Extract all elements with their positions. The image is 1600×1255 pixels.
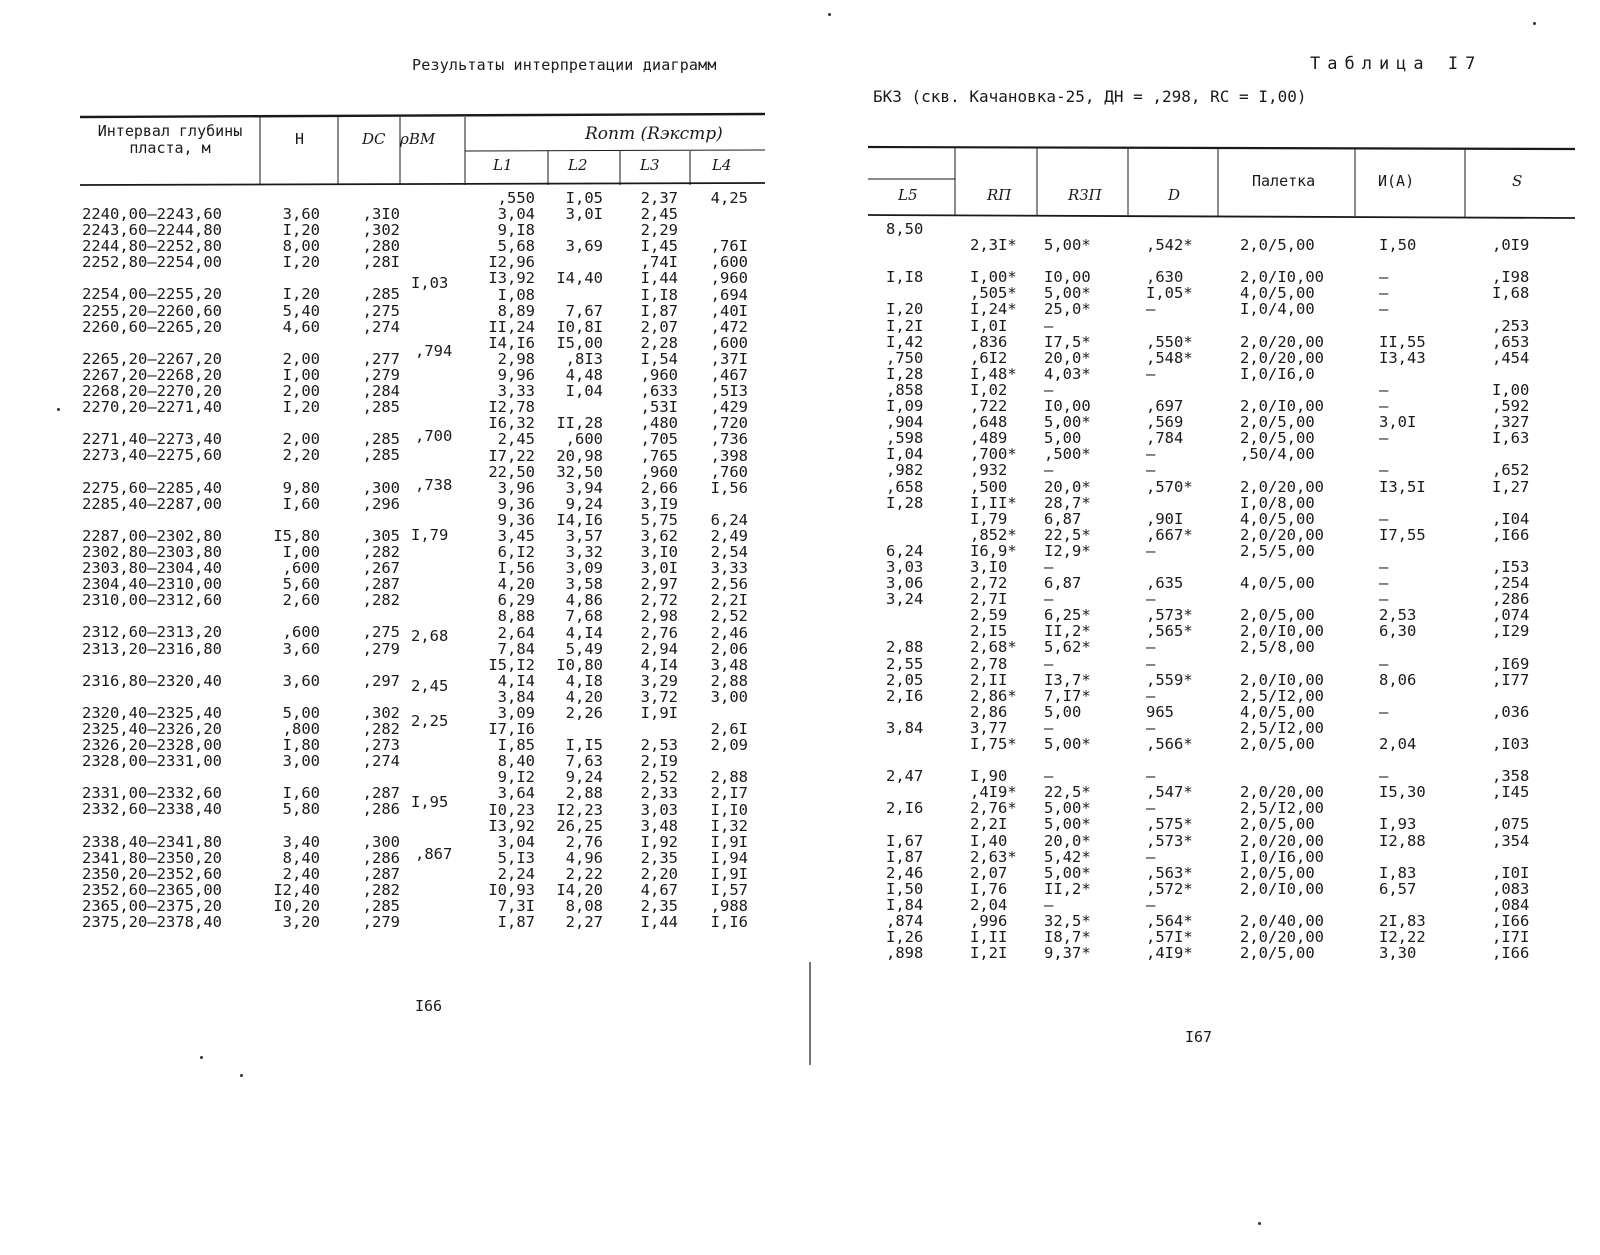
rzp-column: 5,00* I0,00 5,00* 25,0* – I7,5* 20,0* 4,03* – I0,00 5,00* 5,00 ,500* – 20,0* 28,7* 6,87 22,5* I2,9* – 6,87 – 6,25* II,2* 5,62* – I3,7* 7,I7* 5,00 – 5,00* – 22,5* 5,00* 5,00* 20,0* 5,42* 5,00* II,2* – 32,5* I8,7* 9,37* [1044, 236, 1091, 963]
l4-column: 4,25 ,76I ,600 ,960 ,694 ,40I ,472 ,600 ,37I ,467 ,5I3 ,429 ,720 ,736 ,398 ,760 I,56 6,24 2,49 2,54 3,33 2,56 2,2I 2,52 2,46 2,06 3,48 2,88 3,00 2,6I 2,09 2,88 2,I7 I,I0 I,32 I,9I I,94 I,9I I,57 ,988 I,I6 [710, 189, 748, 932]
page-number-left: I66 [415, 997, 443, 1015]
rvm-value: 2,45 [411, 677, 449, 695]
header-s: S [1512, 172, 1523, 190]
rvm-value: ,794 [415, 342, 453, 360]
dc-column: ,3I0 ,302 ,280 ,28I ,285 ,275 ,274 ,277 ,279 ,284 ,285 ,285 ,285 ,300 ,296 ,305 ,282 ,267 ,287 ,282 ,275 ,279 ,297 ,302 ,282 ,273 ,274 ,287 ,286 ,300 ,286 ,287 ,282 ,285 ,279 [362, 205, 400, 932]
d-column: ,542* ,630 I,05* – ,550* ,548* – ,697 ,569 ,784 – – ,570* ,90I ,667* – ,635 – ,573* ,565* – – ,559* – 965 – ,566* – ,547* – ,575* ,573* – ,563* ,572* – ,564* ,57I* ,4I9* [1146, 236, 1193, 963]
ia-column: I,50 – – – II,55 I3,43 – – 3,0I – – I3,5I – I7,55 – – – 2,53 6,30 – 8,06 – 2,04 – I5,30 I,93 I2,88 I,83 6,57 2I,83 I2,22 3,30 [1379, 236, 1426, 963]
header-l3: L3 [640, 156, 660, 174]
rvm-value: I,79 [411, 526, 449, 544]
scan-speck [240, 1074, 243, 1077]
header-rvm: ρВМ [400, 130, 436, 148]
scan-speck [57, 408, 60, 411]
l3-column: 2,37 2,45 2,29 I,45 ,74I I,44 I,I8 I,87 2,07 2,28 I,54 ,960 ,633 ,53I ,480 ,705 ,765 ,960 2,66 3,I9 5,75 3,62 3,I0 3,0I 2,97 2,72 2,98 2,76 2,94 4,I4 3,29 3,72 I,9I 2,53 2,I9 2,52 2,33 3,03 3,48 I,92 2,35 2,20 4,67 2,35 I,44 [640, 189, 678, 932]
scan-speck [200, 1056, 203, 1059]
page-number-right: I67 [1185, 1028, 1213, 1046]
scan-speck [1258, 1222, 1261, 1225]
interval-column: 2240,00–2243,60 2243,60–2244,80 2244,80–2252,80 2252,80–2254,00 2254,00–2255,20 2255,20–2260,60 2260,60–2265,20 2265,20–2267,20 2267,20–2268,20 2268,20–2270,20 2270,20–2271,40 2271,40–2273,40 2273,40–2275,60 2275,60–2285,40 2285,40–2287,00 2287,00–2302,80 2302,80–2303,80 2303,80–2304,40 2304,40–2310,00 2310,00–2312,60 2312,60–2313,20 2313,20–2316,80 2316,80–2320,40 2320,40–2325,40 2325,40–2326,20 2326,20–2328,00 2328,00–2331,00 2331,00–2332,60 2332,60–2338,40 2338,40–2341,80 2341,80–2350,20 2350,20–2352,60 2352,60–2365,00 2365,00–2375,20 2375,20–2378,40 [82, 205, 222, 932]
s-column: ,0I9 ,I98 I,68 ,253 ,653 ,454 I,00 ,592 ,327 I,63 ,652 I,27 ,I04 ,I66 ,I53 ,254 ,286 ,074 ,I29 ,I69 ,I77 ,036 ,I03 ,358 ,I45 ,075 ,354 ,I0I ,083 ,084 ,I66 ,I7I ,I66 [1492, 236, 1530, 963]
header-l5: L5 [898, 186, 918, 204]
rp-column: 2,3I* I,00* ,505* I,24* I,0I ,836 ,6I2 I,48* I,02 ,722 ,648 ,489 ,700* ,932 ,500 I,II* I,79 ,852* I6,9* 3,I0 2,72 2,7I 2,59 2,I5 2,68* 2,78 2,II 2,86* 2,86 3,77 I,75* I,90 ,4I9* 2,76* 2,2I I,40 2,63* 2,07 I,76 2,04 ,996 I,II I,2I [970, 236, 1017, 963]
l2-column: I,05 3,0I 3,69 I4,40 7,67 I0,8I I5,00 ,8I3 4,48 I,04 II,28 ,600 20,98 32,50 3,94 9,24 I4,I6 3,57 3,32 3,09 3,58 4,86 7,68 4,I4 5,49 I0,80 4,I8 4,20 2,26 I,I5 7,63 9,24 2,88 I2,23 26,25 2,76 4,96 2,22 I4,20 8,08 2,27 [556, 189, 603, 932]
rvm-value: I,95 [411, 793, 449, 811]
rvm-value: ,738 [415, 476, 453, 494]
rvm-value: I,03 [411, 274, 449, 292]
h-column: 3,60 I,20 8,00 I,20 I,20 5,40 4,60 2,00 I,00 2,00 I,20 2,00 2,20 9,80 I,60 I5,80 I,00 ,600 5,60 2,60 ,600 3,60 3,60 5,00 ,800 I,80 3,00 I,60 5,80 3,40 8,40 2,40 I2,40 I0,20 3,20 [273, 205, 320, 932]
header-rzp: RЗП [1068, 186, 1102, 204]
rvm-value: ,700 [415, 427, 453, 445]
rvm-value: 2,68 [411, 627, 449, 645]
paletka-column: 2,0/5,00 2,0/I0,00 4,0/5,00 I,0/4,00 2,0/20,00 2,0/20,00 I,0/I6,0 2,0/I0,00 2,0/5,00 2,0/5,00 ,50/4,00 2,0/20,00 I,0/8,00 4,0/5,00 2,0/20,00 2,5/5,00 4,0/5,00 2,0/5,00 2,0/I0,00 2,5/8,00 2,0/I0,00 2,5/I2,00 4,0/5,00 2,5/I2,00 2,0/5,00 2,0/20,00 2,5/I2,00 2,0/5,00 2,0/20,00 I,0/I6,00 2,0/5,00 2,0/I0,00 2,0/40,00 2,0/20,00 2,0/5,00 [1240, 236, 1324, 963]
l5-column: 8,50 I,I8 I,20 I,2I I,42 ,750 I,28 ,858 I,09 ,904 ,598 I,04 ,982 ,658 I,28 6,24 3,03 3,06 3,24 2,88 2,55 2,05 2,I6 3,84 2,47 2,I6 I,67 I,87 2,46 I,50 I,84 ,874 I,26 ,898 [886, 220, 924, 963]
table-label: Таблица I7 [1310, 54, 1483, 74]
scan-speck [1533, 22, 1536, 25]
header-l4: L4 [712, 156, 732, 174]
table-subtitle: БКЗ (скв. Качановка-25, ДН = ,298, RС = I,00) [873, 87, 1307, 106]
header-paletka: Палетка [1252, 172, 1316, 190]
header-rp: RП [987, 186, 1012, 204]
rvm-value: ,867 [415, 845, 453, 863]
rvm-value: 2,25 [411, 712, 449, 730]
scan-speck [828, 13, 831, 16]
header-l1: L1 [493, 156, 513, 174]
header-l2: L2 [568, 156, 588, 174]
header-h: Н [295, 130, 305, 148]
page-title: Результаты интерпретации диаграмм [412, 56, 717, 74]
header-dc: DС [362, 130, 386, 148]
header-ropt: Rопт (Rэкстр) [585, 124, 723, 144]
header-d: D [1168, 186, 1181, 204]
header-ia: И(А) [1378, 172, 1415, 190]
header-interval: Интервал глубины пласта, м [97, 122, 243, 157]
l1-column: ,550 3,04 9,I8 5,68 I2,96 I3,92 I,08 8,89 II,24 I4,I6 2,98 9,96 3,33 I2,78 I6,32 2,45 I7,22 22,50 3,96 9,36 9,36 3,45 6,I2 I,56 4,20 6,29 8,88 2,64 7,84 I5,I2 4,I4 3,84 3,09 I7,I6 I,85 8,40 9,I2 3,64 I0,23 I3,92 3,04 5,I3 2,24 I0,93 7,3I I,87 [488, 189, 535, 932]
